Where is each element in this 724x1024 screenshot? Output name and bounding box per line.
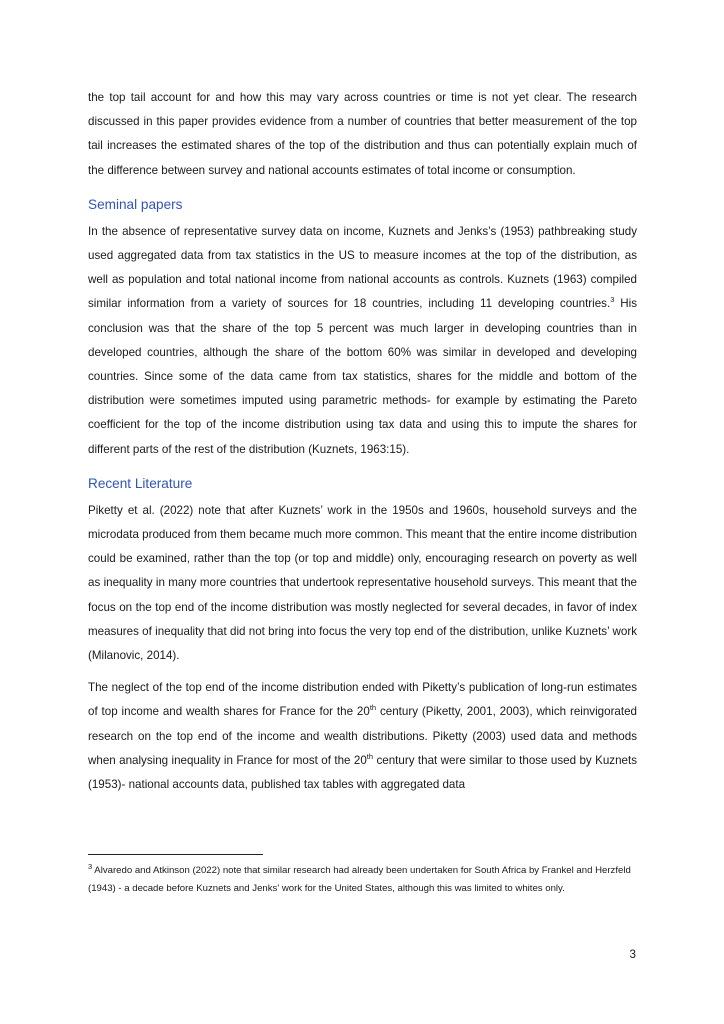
page-body (88, 86, 637, 797)
footnote-reference[interactable]: 3 (610, 295, 615, 305)
seminal-paragraph (88, 220, 637, 462)
recent-p2-part2: century (Piketty, 2001, 2003), which reinvigorated research on the top end of the income and wealth distributions. Piketty (2003) used data and methods when analysing inequality in France for most of the 20 (88, 705, 637, 767)
footnote (88, 862, 637, 898)
footnote-divider (88, 854, 263, 855)
recent-p2-part1: The neglect of the top end of the income distribution ended with Piketty’s publication of long-run estimates of top income and wealth shares for France for the 20 (88, 681, 637, 719)
footnote-text: Alvaredo and Atkinson (2022) note that similar research had already been undertaken for South Africa by Frankel and Herzfeld (1943) - a decade before Kuznets and Jenks' work for the United States, although this was limited to whites only. (88, 865, 631, 894)
seminal-text-before-note: In the absence of representative survey data on income, Kuznets and Jenks’s (1953) pathbreaking study used aggregated data from tax statistics in the US to measure incomes at the top of the distribution, as well as population and total national income from national accounts as controls. Kuznets (1963) compiled similar information from a variety of sources for 18 countries, including 11 developing countries. (88, 224, 637, 311)
intro-paragraph: the top tail account for and how this may vary across countries or time is not yet clear. The research discussed in this paper provides evidence from a number of countries that better measurement of the top tail increases the estimated shares of the top of the distribution and thus can potentially explain much of the difference between survey and national accounts estimates of total income or consumption. (88, 91, 637, 177)
ordinal-suffix: th (369, 703, 377, 713)
section-heading-recent: Recent Literature (88, 475, 193, 491)
recent-paragraph-1: Piketty et al. (2022) note that after Kuznets’ work in the 1950s and 1960s, household surveys and the microdata produced from them became much more common. This meant that the entire income distribution could be examined, rather than the top (or top and middle) only, encouraging research on poverty as well as inequality in many more countries that undertook representative household surveys. This meant that the focus on the top end of the income distribution was mostly neglected for several decades, in favor of index measures of inequality that did not bring into focus the very top end of the distribution, unlike Kuznets’ work (Milanovic, 2014). (88, 503, 637, 663)
recent-p2-part3: century that were similar to those used by Kuznets (1953)- national accounts data, published tax tables with aggregated data (88, 753, 638, 792)
seminal-text-after-note: His conclusion was that the share of the top 5 percent was much larger in developing countries than in developed countries, although the share of the bottom 60% was similar in developed and developing countries. Since some of the data came from tax statistics, shares for the middle and bottom of the distribution were sometimes imputed using parametric methods- for example by estimating the Pareto coefficient for the top of the income distribution using tax data and using this to impute the shares for different parts of the rest of the distribution (Kuznets, 1963:15). (88, 297, 638, 456)
recent-paragraph-2 (88, 676, 637, 797)
section-heading-seminal: Seminal papers (88, 196, 183, 212)
page-number: 3 (629, 948, 636, 961)
ordinal-suffix: th (366, 752, 374, 762)
footnote-marker: 3 (88, 861, 93, 871)
